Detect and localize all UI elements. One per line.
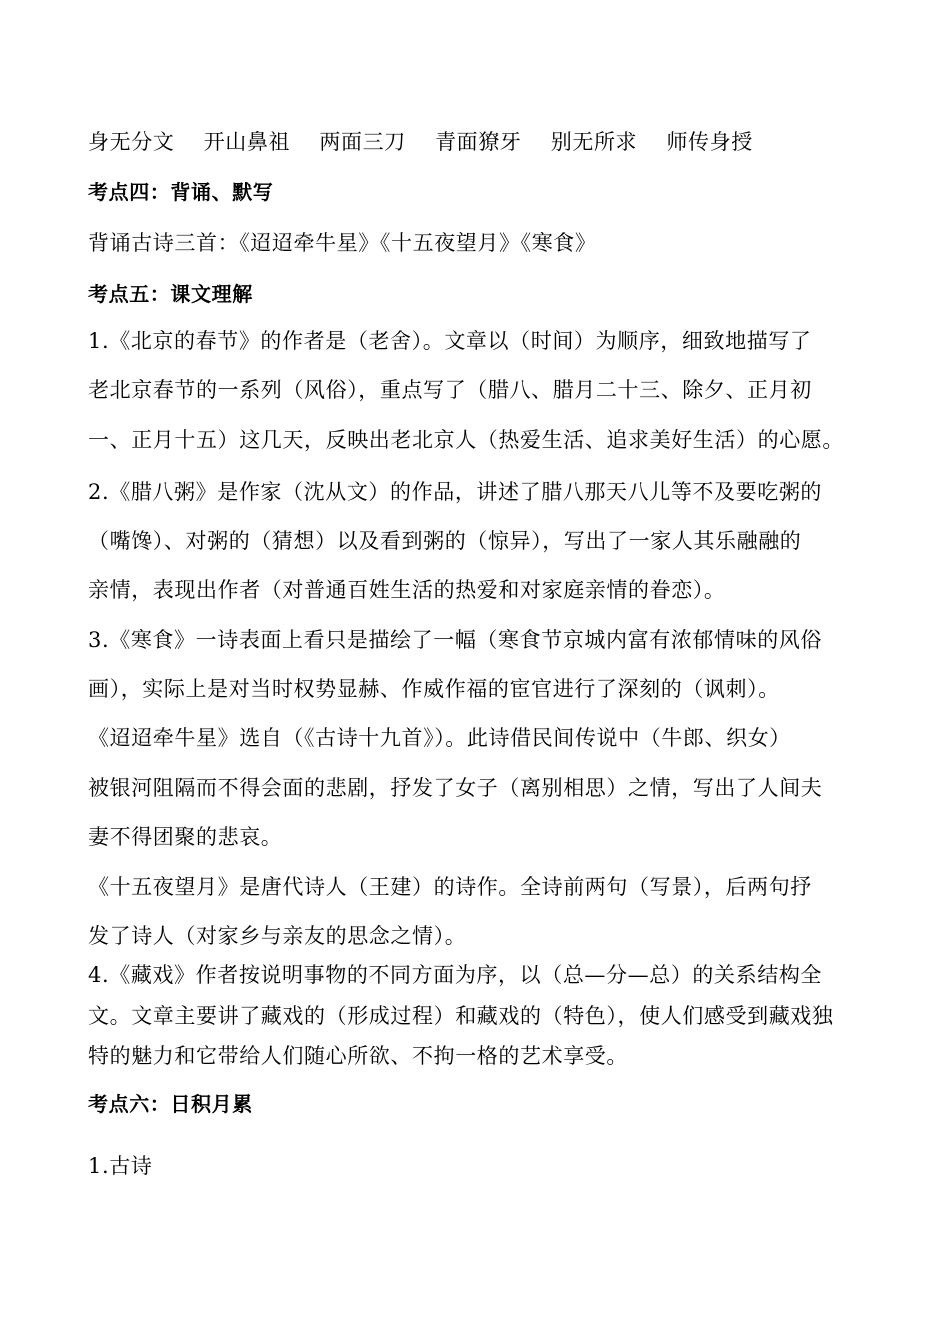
paragraph-line: 一、正月十五）这几天，反映出老北京人（热爱生活、追求美好生活）的心愿。	[88, 428, 844, 452]
paragraph-line: （嘴馋）、对粥的（猜想）以及看到粥的（惊异），写出了一家人其乐融融的	[88, 529, 802, 553]
idiom-list	[88, 128, 878, 156]
paragraph-line: 《迢迢牵牛星》选自（《古诗十九首》）。此诗借民间传说中（牛郎、织女）	[88, 726, 791, 750]
idiom: 青面獠牙	[435, 130, 522, 154]
section4-heading: 考点四：背诵、默写	[88, 180, 274, 204]
paragraph-line: 画），实际上是对当时权势显赫、作威作福的宦官进行了深刻的（讽刺）。	[88, 677, 780, 701]
paragraph-line: 特的魅力和它带给人们随心所欲、不拘一格的艺术享受。	[88, 1044, 628, 1068]
paragraph-line: 被银河阻隔而不得会面的悲剧，抒发了女子（离别相思）之情，写出了人间夫	[88, 776, 823, 800]
idiom: 两面三刀	[319, 130, 406, 154]
section6-item: 1.古诗	[88, 1154, 153, 1178]
idiom: 师传身授	[666, 130, 753, 154]
paragraph-line: 4.《藏戏》作者按说明事物的不同方面为序，以（总—分—总）的关系结构全	[88, 963, 823, 987]
paragraph-line: 妻不得团聚的悲哀。	[88, 825, 283, 849]
paragraph-line: 《十五夜望月》是唐代诗人（王建）的诗作。全诗前两句（写景），后两句抒	[88, 875, 812, 899]
paragraph-line: 老北京春节的一系列（风俗），重点写了（腊八、腊月二十三、除夕、正月初	[88, 378, 812, 402]
paragraph-line: 亲情，表现出作者（对普通百姓生活的热爱和对家庭亲情的眷恋）。	[88, 578, 726, 602]
paragraph-line: 文。文章主要讲了藏戏的（形成过程）和藏戏的（特色），使人们感受到藏戏独	[88, 1004, 834, 1028]
idiom: 开山鼻祖	[203, 130, 291, 154]
paragraph-line: 2.《腊八粥》是作家（沈从文）的作品，讲述了腊八那天八儿等不及要吃粥的	[88, 480, 823, 504]
section5-heading: 考点五：课文理解	[88, 282, 253, 306]
idiom: 身无分文	[88, 130, 175, 154]
section6-heading: 考点六：日积月累	[88, 1092, 253, 1116]
paragraph-line: 3.《寒食》一诗表面上看只是描绘了一幅（寒食节京城内富有浓郁情味的风俗	[88, 628, 823, 652]
paragraph-line: 发了诗人（对家乡与亲友的思念之情）。	[88, 924, 467, 948]
paragraph-line: 1.《北京的春节》的作者是（老舍）。文章以（时间）为顺序，细致地描写了	[88, 329, 812, 353]
section4-text: 背诵古诗三首：《迢迢牵牛星》《十五夜望月》《寒食》	[88, 231, 597, 255]
idiom: 别无所求	[550, 130, 638, 154]
